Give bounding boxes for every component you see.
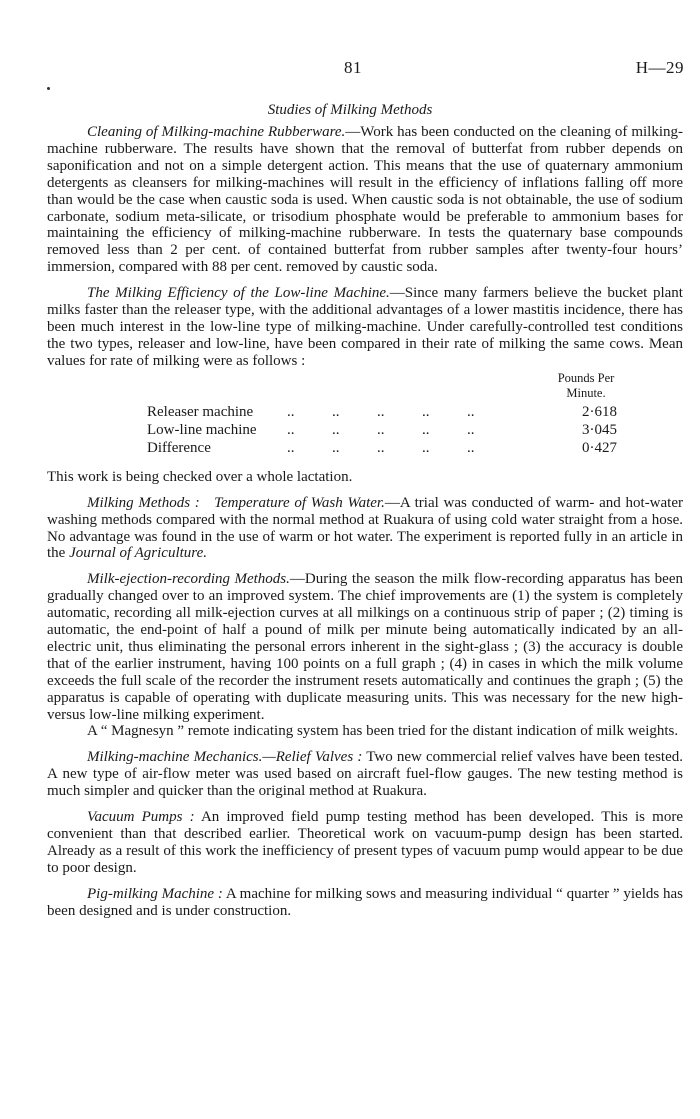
paragraph-text: —During the season the milk flow-recording apparatus has been gradually changed over to an improved system. The chief improvements are (1) the system is completely automatic, recording all milk-ejection curves at all milkings on a continuous strip of paper ; (2) timing is automatic, the end-point of half a pound of milk per minute being automatically indicated by an all-electric unit, thus eliminating the personal errors inherent in the sight-glass ; (3) the accuracy is double that of the earlier instrument, having 100 points on a full graph ; (4) in cases in which the milk volume exceeds the full scale of the recorder the instrument resets automatically and continues the graph ; (5) the apparatus is capable of operating with duplicate measuring units. This was necessary for the new high- versus low-line milking experiment. [47, 571, 683, 723]
paragraph-heading: Milking-machine Mechanics.—Relief Valves : [87, 749, 363, 766]
paragraph-text: A “ Magnesyn ” remote indicating system has been tried for the distant indication of milk weights. [87, 723, 679, 740]
paragraph-low-line [47, 285, 683, 370]
row-label: Releaser machine [147, 403, 254, 420]
section-title: Studies of Milking Methods [267, 102, 433, 118]
paragraph-relief-valves [47, 749, 683, 800]
paragraph-vacuum-pumps [47, 809, 683, 877]
paragraph-heading: Vacuum Pumps : [87, 809, 195, 826]
column-header-line: Minute. [566, 385, 606, 400]
milking-rate-table [47, 371, 683, 491]
paragraph-pig-milking [47, 886, 683, 920]
paragraph-subheading: Temperature of Wash Water. [214, 494, 385, 511]
row-label: Low-line machine [147, 421, 257, 438]
row-value: 3·045 [582, 421, 617, 438]
table-column-header [541, 371, 631, 401]
paragraph-heading: Pig-milking Machine : [87, 885, 223, 902]
document-reference: H—29 [635, 58, 684, 77]
row-value: 0·427 [582, 439, 617, 456]
page-number: 81 [344, 58, 362, 77]
paragraph-heading: Milk-ejection-recording Methods. [87, 571, 290, 588]
row-value: 2·618 [582, 403, 617, 420]
paragraph-text: Two new commercial relief valves have been tested. A new type of air-flow meter was used based on aircraft fuel-flow gauges. The new testing method is much simpler and quicker than the original method at Ruakura. [47, 749, 683, 800]
paragraph-heading: Milking Methods : [87, 494, 200, 511]
paragraph-text: This work is being checked over a whole lactation. [47, 468, 353, 485]
paragraph-text: —Since many farmers believe the bucket plant milks faster than the releaser type, with the additional advantages of a lower mastitis incidence, there has been much interest in the low-line type of milking-machine. Under carefully-controlled test conditions the two types, releaser and low-line, have been compared in their rate of milking the same cows. Mean values for rate of milking were as follows : [47, 285, 683, 369]
paragraph-rubberware [47, 124, 683, 276]
row-leader: .. .. .. .. .. [287, 403, 475, 420]
paragraph-magnesyn [47, 723, 683, 740]
paragraph-text: —Work has been conducted on the cleaning of milking-machine rubberware. The results have shown that the removal of butterfat from rubber depends on saponification and not on a simple detergent action. This means that the use of quaternary ammonium detergents as cleansers for milking-machines will result in the efficiency of inflations falling off more than would be the case when caustic soda is used. When caustic soda is not obtainable, the use of sodium carbonate, sodium meta-silicate, or trisodium phosphate would be preferable to ammonium bases for maintaining the efficiency of milking-machine rubberware. In tests the quaternary base compounds removed less than 2 per cent. of contained butterfat from rubber samples after twenty-four hours’ immersion, compared with 88 per cent. removed by caustic soda. [47, 124, 683, 276]
paragraph-wash-water [47, 495, 683, 563]
row-label: Difference [147, 439, 211, 456]
body-text [47, 124, 683, 920]
journal-reference: Journal of Agriculture. [69, 545, 207, 562]
paragraph-text: —A trial was conducted of warm- and hot-water washing methods compared with the normal method at Ruakura of using cold water straight from a hose. No advantage was found in the use of warm or hot water. The experiment is reported fully in an article in the [47, 494, 683, 562]
column-header-line: Pounds Per [557, 370, 615, 385]
margin-dot [47, 87, 50, 90]
paragraph-lactation [47, 469, 683, 486]
paragraph-milk-ejection [47, 571, 683, 723]
paragraph-heading: Cleaning of Milking-machine Rubberware. [87, 124, 346, 140]
row-leader: .. .. .. .. .. [287, 421, 475, 438]
paragraph-text: A machine for milking sows and measuring individual “ quarter ” yields has been designed and is under construction. [47, 885, 683, 919]
paragraph-text: An improved field pump testing method has been developed. This is more convenient than that described earlier. Theoretical work on vacuum-pump design has been started. Already as a result of this work the inefficiency of present types of vacuum pump would appear to be due to poor design. [47, 809, 683, 876]
row-leader: .. .. .. .. .. [287, 439, 475, 456]
paragraph-heading: The Milking Efficiency of the Low-line Machine. [87, 285, 390, 302]
